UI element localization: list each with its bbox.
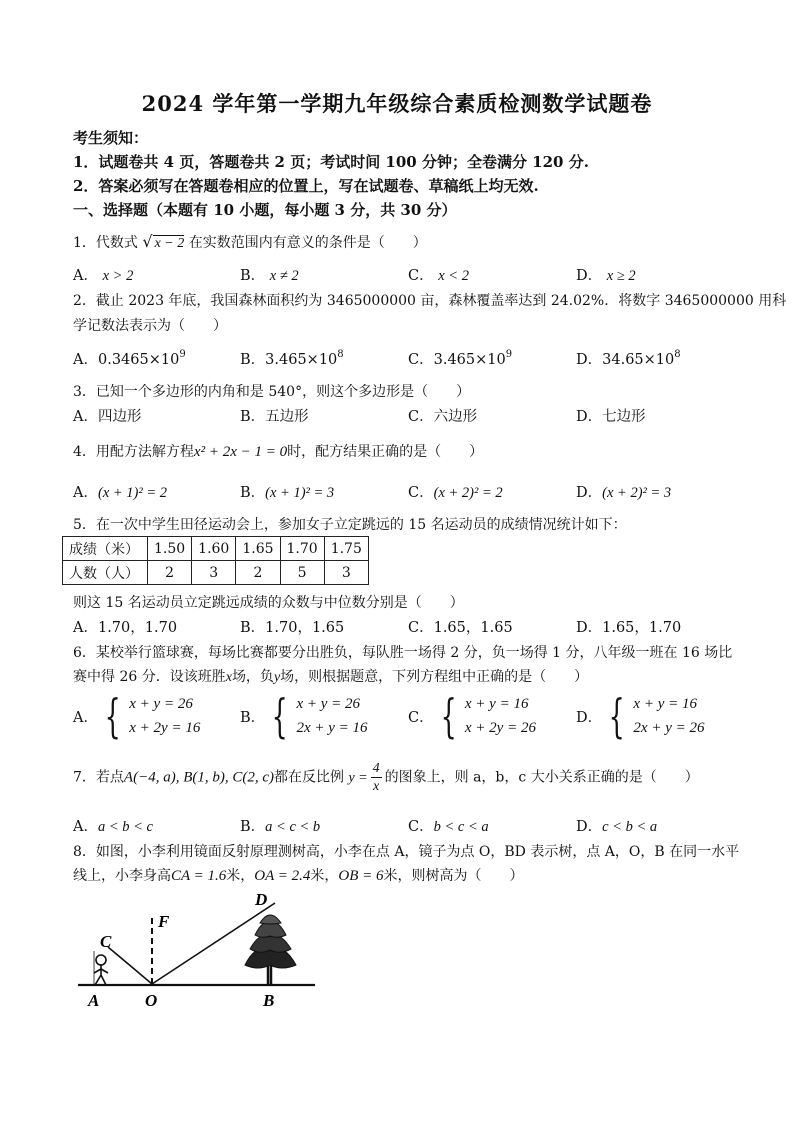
label-f: F — [158, 912, 170, 931]
q5-option-a[interactable]: A．1.70，1.70 — [73, 620, 178, 636]
q2-option-a[interactable]: A．$0.3465\times 10^9$ — [73, 349, 186, 368]
q6-option-d[interactable]: D． { x + y = 16 2x + y = 26 — [576, 689, 705, 743]
q3-option-c[interactable]: C．六边形 — [408, 409, 478, 425]
question-4: 4．用配方法解方程x² + 2x − 1 = 0时，配方结果正确的是（ ） — [73, 444, 484, 460]
q7-option-a[interactable]: A．a < b < c — [73, 819, 153, 835]
q4-option-d[interactable]: D．(x + 2)² = 3 — [576, 485, 672, 501]
q3-option-a[interactable]: A．四边形 — [73, 409, 142, 425]
question-8-line-1: 8．如图，小李利用镜面反射原理测树高，小李在点 A，镜子为点 O，BD 表示树，点 A，O，B 在同一水平 — [73, 844, 740, 860]
question-1: 1．代数式 √ x − 2 在实数范围内有意义的条件是（ ） — [73, 232, 427, 251]
q7-option-c[interactable]: C．b < c < a — [408, 819, 489, 835]
question-3: 3．已知一个多边形的内角和是 540°，则这个多边形是（ ） — [73, 384, 471, 400]
q4-option-b[interactable]: B．(x + 1)² = 3 — [240, 485, 335, 501]
question-5-prompt: 则这 15 名运动员立定跳远成绩的众数与中位数分别是（ ） — [73, 595, 464, 611]
q7-option-b[interactable]: B．a < c < b — [240, 819, 321, 835]
q1-option-a[interactable]: A． x > 2 — [73, 268, 134, 284]
table-row: 人数（人） 2 3 2 5 3 — [63, 561, 369, 585]
q4-option-c[interactable]: C．(x + 2)² = 2 — [408, 485, 503, 501]
q4-option-a[interactable]: A．(x + 1)² = 2 — [73, 485, 167, 501]
mirror-reflection-figure — [70, 885, 330, 1020]
q5-option-d[interactable]: D．1.65，1.70 — [576, 620, 682, 636]
label-a: A — [88, 991, 100, 1010]
q2-option-b[interactable]: B．$3.465\times 10^8$ — [240, 349, 344, 368]
person-icon — [94, 951, 108, 985]
question-7: 7．若点A(−4, a), B(1, b), C(2, c)都在反比例 y = $\frac{4}{x}$ 的图象上，则 a，b，c 大小关系正确的是（ ） — [73, 761, 699, 794]
score-table — [62, 536, 369, 585]
q2-option-d[interactable]: D．$34.65\times 10^8$ — [576, 349, 681, 368]
table-row: 成绩（米） 1.50 1.60 1.65 1.70 1.75 — [63, 537, 369, 561]
question-5: 5．在一次中学生田径运动会上，参加女子立定跳远的 15 名运动员的成绩情况统计如下： — [73, 517, 627, 533]
q6-option-c[interactable]: C． { x + y = 16 x + 2y = 26 — [408, 689, 536, 743]
question-6-line-2: 赛中得 26 分．设该班胜x场，负y场，则根据题意，下列方程组中正确的是（ ） — [73, 669, 589, 685]
fraction: $\frac{4}{x}$ — [372, 761, 380, 794]
question-2-line-2: 学记数法表示为（ ） — [73, 318, 227, 334]
label-b: B — [263, 991, 275, 1010]
question-2-line-1: 2．截止 2023 年底，我国森林面积约为 3465000000 亩，森林覆盖率达到 24.02%．将数字 3465000000 用科 — [73, 293, 787, 309]
q5-option-b[interactable]: B．1.70，1.65 — [240, 620, 345, 636]
q2-option-c[interactable]: C．$3.465\times 10^9$ — [408, 349, 513, 368]
tree-icon — [245, 915, 296, 985]
label-c: C — [100, 932, 112, 951]
q1-option-d[interactable]: D． x ≥ 2 — [576, 268, 636, 284]
q6-option-b[interactable]: B． { x + y = 26 2x + y = 16 — [240, 689, 368, 743]
exam-title: 2024 学年第一学期九年级综合素质检测数学试题卷 — [141, 91, 653, 116]
notice-heading: 考生须知： — [73, 129, 149, 147]
notice-item-1: 1．试题卷共 4 页，答题卷共 2 页；考试时间 100 分钟；全卷满分 120 分. — [73, 153, 589, 171]
label-o: O — [145, 991, 158, 1010]
sqrt-expression: √ x − 2 — [142, 232, 185, 251]
q6-option-a[interactable]: A． { x + y = 26 x + 2y = 16 — [73, 689, 201, 743]
label-d: D — [255, 890, 268, 909]
q3-option-d[interactable]: D．七边形 — [576, 409, 646, 425]
question-8-line-2: 线上，小李身高CA = 1.6米，OA = 2.4米，OB = 6米，则树高为（ ） — [73, 868, 524, 884]
q7-option-d[interactable]: D．c < b < a — [576, 819, 658, 835]
q3-option-b[interactable]: B．五边形 — [240, 409, 309, 425]
question-6-line-1: 6．某校举行篮球赛，每场比赛都要分出胜负，每队胜一场得 2 分，负一场得 1 分，八年级一班在 16 场比 — [73, 645, 733, 661]
q1-option-b[interactable]: B． x ≠ 2 — [240, 268, 299, 284]
q5-option-c[interactable]: C．1.65，1.65 — [408, 620, 513, 636]
q1-option-c[interactable]: C． x < 2 — [408, 268, 469, 284]
section-heading: 一、选择题（本题有 10 小题，每小题 3 分，共 30 分） — [73, 201, 457, 219]
notice-item-2: 2．答案必须写在答题卷相应的位置上，写在试题卷、草稿纸上均无效. — [73, 177, 539, 195]
